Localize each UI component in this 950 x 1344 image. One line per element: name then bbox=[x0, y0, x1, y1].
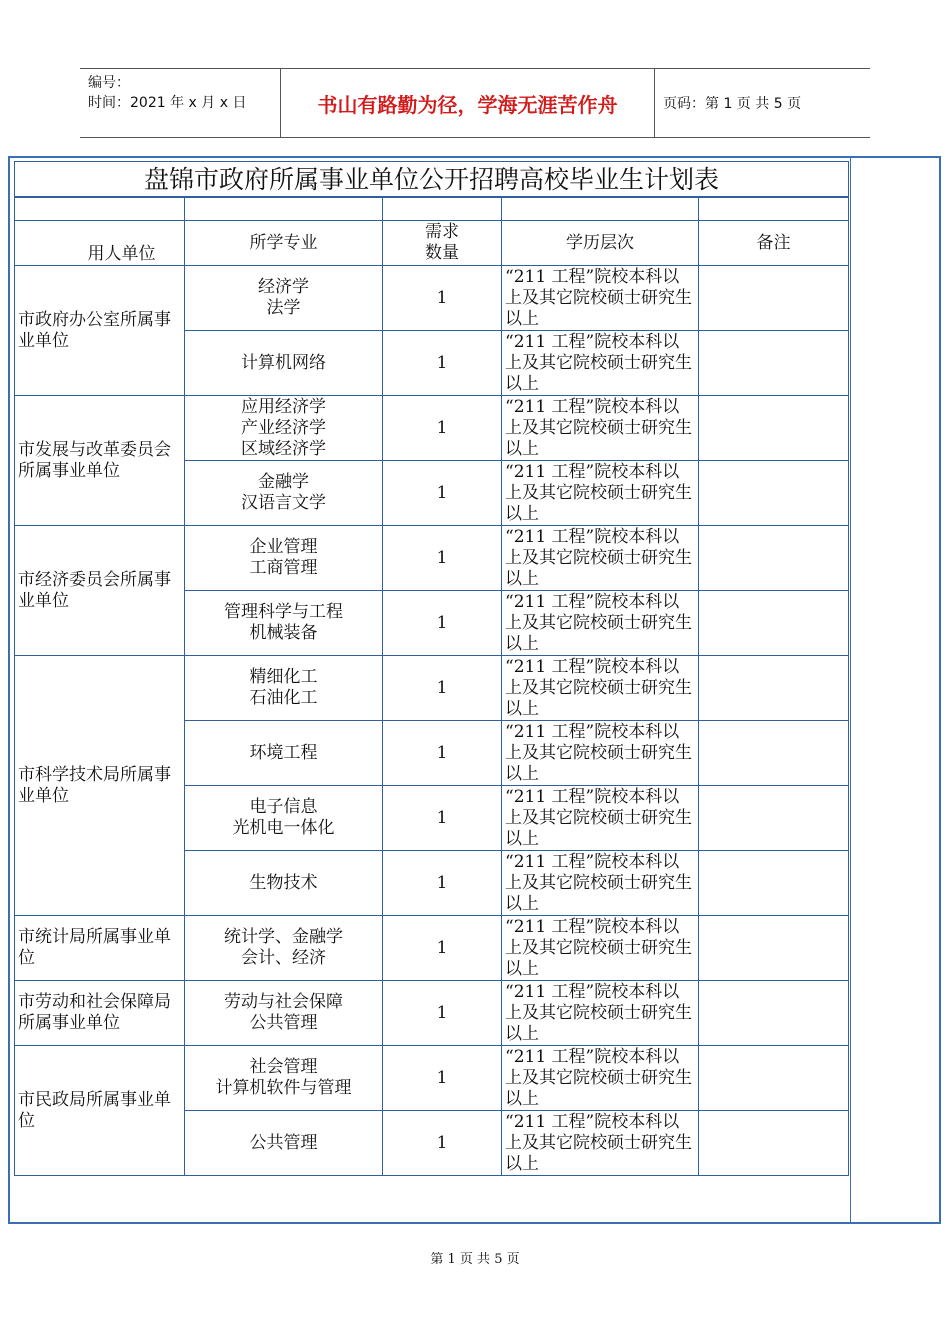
major-cell: 生物技术 bbox=[185, 851, 383, 916]
number-label: 编号： bbox=[88, 75, 130, 91]
education-cell: “211 工程”院校本科以上及其它院校硕士研究生以上 bbox=[502, 331, 699, 396]
count-cell: 1 bbox=[383, 591, 502, 656]
education-cell: “211 工程”院校本科以上及其它院校硕士研究生以上 bbox=[502, 1046, 699, 1111]
major-cell: 应用经济学 产业经济学 区域经济学 bbox=[185, 396, 383, 461]
education-cell: “211 工程”院校本科以上及其它院校硕士研究生以上 bbox=[502, 461, 699, 526]
education-cell: “211 工程”院校本科以上及其它院校硕士研究生以上 bbox=[502, 396, 699, 461]
unit-cell: 市劳动和社会保障局所属事业单位 bbox=[15, 981, 185, 1046]
count-cell: 1 bbox=[383, 786, 502, 851]
table-row bbox=[15, 396, 849, 461]
count-cell: 1 bbox=[383, 1046, 502, 1111]
header-page-label: 页码：第 1 页 共 5 页 bbox=[663, 96, 802, 112]
col-header-major: 所学专业 bbox=[185, 221, 383, 266]
count-cell: 1 bbox=[383, 526, 502, 591]
education-cell: “211 工程”院校本科以上及其它院校硕士研究生以上 bbox=[502, 786, 699, 851]
recruitment-plan-table bbox=[14, 161, 849, 1176]
count-cell: 1 bbox=[383, 461, 502, 526]
note-cell bbox=[699, 1111, 849, 1176]
count-cell: 1 bbox=[383, 851, 502, 916]
note-cell bbox=[699, 916, 849, 981]
major-cell: 管理科学与工程 机械装备 bbox=[185, 591, 383, 656]
education-cell: “211 工程”院校本科以上及其它院校硕士研究生以上 bbox=[502, 1111, 699, 1176]
major-cell: 金融学 汉语言文学 bbox=[185, 461, 383, 526]
major-cell: 电子信息 光机电一体化 bbox=[185, 786, 383, 851]
note-cell bbox=[699, 786, 849, 851]
note-cell bbox=[699, 396, 849, 461]
spacer-row bbox=[15, 197, 849, 221]
col-header-count: 需求 数量 bbox=[383, 221, 502, 266]
count-cell: 1 bbox=[383, 396, 502, 461]
major-cell: 公共管理 bbox=[185, 1111, 383, 1176]
table-row bbox=[15, 266, 849, 331]
note-cell bbox=[699, 331, 849, 396]
education-cell: “211 工程”院校本科以上及其它院校硕士研究生以上 bbox=[502, 266, 699, 331]
table-row bbox=[15, 1046, 849, 1111]
note-cell bbox=[699, 656, 849, 721]
count-cell: 1 bbox=[383, 721, 502, 786]
count-cell: 1 bbox=[383, 266, 502, 331]
major-cell: 环境工程 bbox=[185, 721, 383, 786]
col-header-education: 学历层次 bbox=[502, 221, 699, 266]
major-cell: 精细化工 石油化工 bbox=[185, 656, 383, 721]
page-footer: 第 1 页 共 5 页 bbox=[430, 1252, 520, 1267]
major-cell: 社会管理 计算机软件与管理 bbox=[185, 1046, 383, 1111]
major-cell: 劳动与社会保障 公共管理 bbox=[185, 981, 383, 1046]
table-header-row bbox=[15, 221, 849, 266]
major-cell: 经济学 法学 bbox=[185, 266, 383, 331]
note-cell bbox=[699, 266, 849, 331]
unit-cell: 市发展与改革委员会所属事业单位 bbox=[15, 396, 185, 526]
table-title: 盘锦市政府所属事业单位公开招聘高校毕业生计划表 bbox=[15, 162, 849, 198]
major-cell: 计算机网络 bbox=[185, 331, 383, 396]
table-row bbox=[15, 526, 849, 591]
table-row bbox=[15, 656, 849, 721]
education-cell: “211 工程”院校本科以上及其它院校硕士研究生以上 bbox=[502, 656, 699, 721]
note-cell bbox=[699, 851, 849, 916]
table-row bbox=[15, 916, 849, 981]
count-cell: 1 bbox=[383, 656, 502, 721]
date-label: 时间：2021 年 x 月 x 日 bbox=[88, 95, 247, 111]
unit-cell: 市统计局所属事业单位 bbox=[15, 916, 185, 981]
note-cell bbox=[699, 591, 849, 656]
unit-cell: 市民政局所属事业单位 bbox=[15, 1046, 185, 1176]
col-header-unit: 用人单位 bbox=[15, 221, 185, 266]
frame-divider bbox=[850, 158, 851, 1222]
education-cell: “211 工程”院校本科以上及其它院校硕士研究生以上 bbox=[502, 916, 699, 981]
major-cell: 企业管理 工商管理 bbox=[185, 526, 383, 591]
col-header-note: 备注 bbox=[699, 221, 849, 266]
note-cell bbox=[699, 1046, 849, 1111]
note-cell bbox=[699, 721, 849, 786]
major-cell: 统计学、金融学 会计、经济 bbox=[185, 916, 383, 981]
count-cell: 1 bbox=[383, 1111, 502, 1176]
note-cell bbox=[699, 461, 849, 526]
count-cell: 1 bbox=[383, 331, 502, 396]
header-motto: 书山有路勤为径，学海无涯苦作舟 bbox=[280, 69, 655, 137]
count-cell: 1 bbox=[383, 916, 502, 981]
unit-cell: 市科学技术局所属事业单位 bbox=[15, 656, 185, 916]
document-header bbox=[80, 68, 870, 138]
education-cell: “211 工程”院校本科以上及其它院校硕士研究生以上 bbox=[502, 721, 699, 786]
education-cell: “211 工程”院校本科以上及其它院校硕士研究生以上 bbox=[502, 851, 699, 916]
education-cell: “211 工程”院校本科以上及其它院校硕士研究生以上 bbox=[502, 526, 699, 591]
note-cell bbox=[699, 526, 849, 591]
table-row bbox=[15, 981, 849, 1046]
count-cell: 1 bbox=[383, 981, 502, 1046]
education-cell: “211 工程”院校本科以上及其它院校硕士研究生以上 bbox=[502, 591, 699, 656]
unit-cell: 市政府办公室所属事业单位 bbox=[15, 266, 185, 396]
education-cell: “211 工程”院校本科以上及其它院校硕士研究生以上 bbox=[502, 981, 699, 1046]
unit-cell: 市经济委员会所属事业单位 bbox=[15, 526, 185, 656]
header-meta bbox=[80, 69, 280, 137]
note-cell bbox=[699, 981, 849, 1046]
